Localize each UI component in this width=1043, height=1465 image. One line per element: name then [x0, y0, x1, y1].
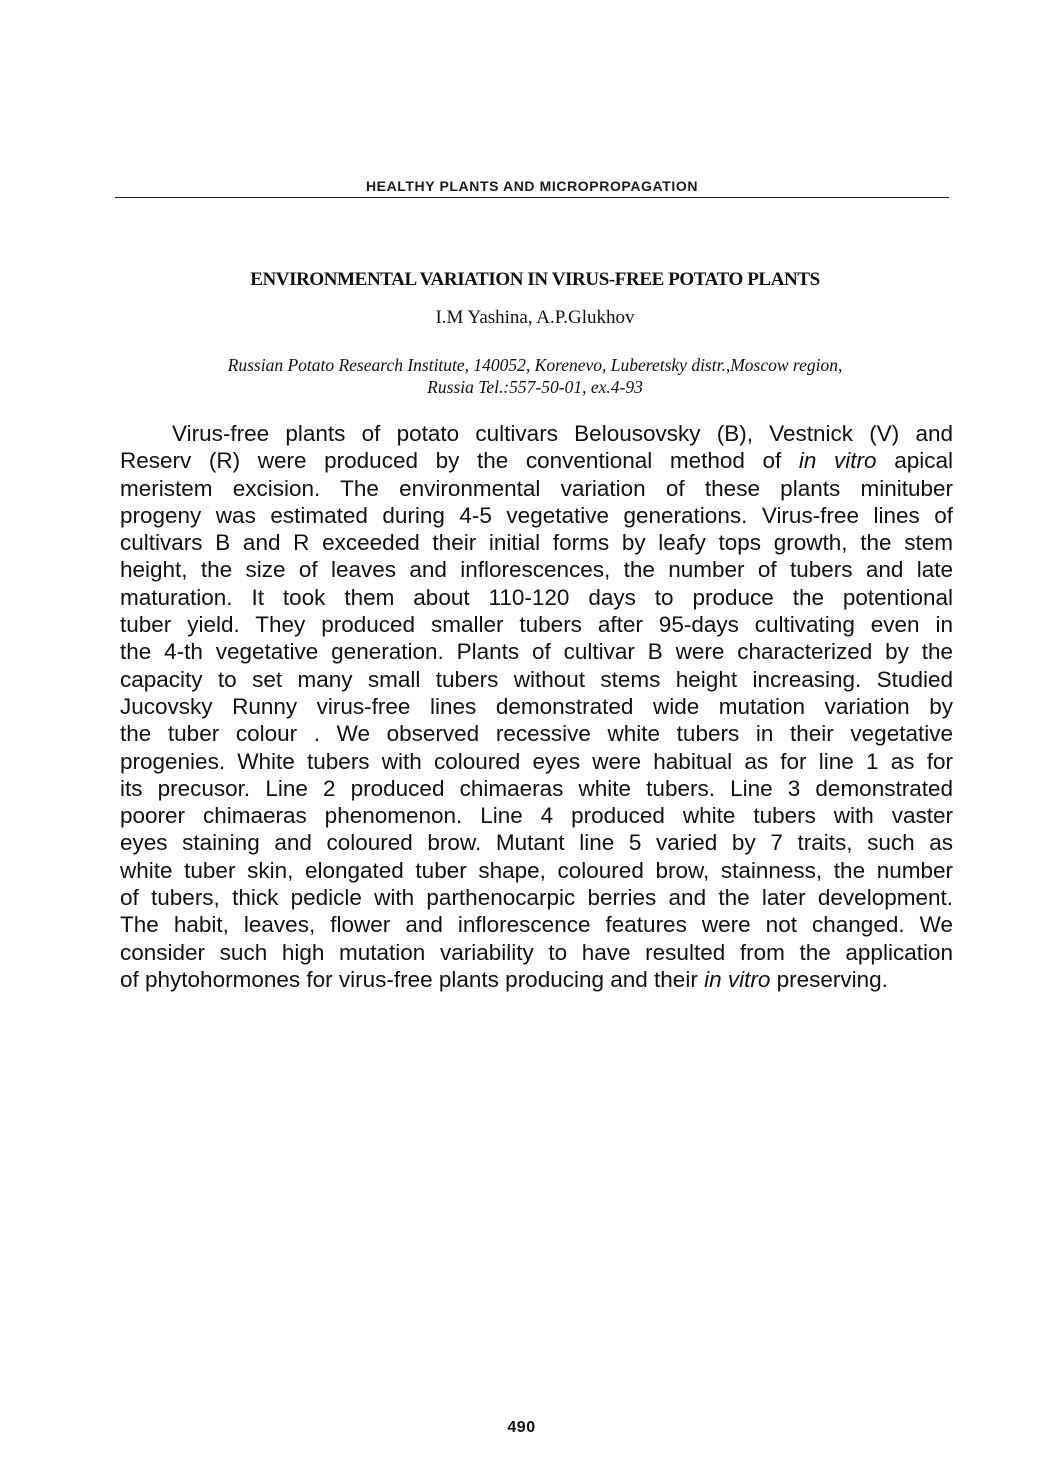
abstract-line: poorer chimaeras phenomenon. Line 4 produced white tubers with vaster: [120, 803, 953, 829]
abstract-line: its precusor. Line 2 produced chimaeras white tubers. Line 3 demonstrated: [120, 775, 953, 801]
abstract-line: progeny was estimated during 4-5 vegetative generations. Virus-free lines of: [120, 502, 953, 528]
page-number: 490: [507, 1419, 536, 1436]
affiliation-line-1: Russian Potato Research Institute, 140052, Korenevo, Luberetsky distr.,Moscow region,: [227, 355, 843, 375]
abstract-line: of tubers, thick pedicle with parthenocarpic berries and the later development.: [120, 885, 953, 911]
paper-title: ENVIRONMENTAL VARIATION IN VIRUS-FREE POTATO PLANTS: [250, 269, 820, 290]
abstract-line: Jucovsky Runny virus-free lines demonstrated wide mutation variation by: [120, 693, 953, 719]
abstract-line: capacity to set many small tubers without stems height increasing. Studied: [120, 666, 953, 692]
abstract-line: height, the size of leaves and inflorescences, the number of tubers and late: [120, 557, 953, 583]
abstract-line: eyes staining and coloured brow. Mutant line 5 varied by 7 traits, such as: [120, 830, 953, 856]
italic-term: in vitro: [798, 448, 877, 474]
authors: I.M Yashina, A.P.Glukhov: [435, 307, 635, 328]
text-run: Reserv (R) were produced by the conventional method of: [120, 448, 799, 474]
abstract-line: meristem excision. The environmental variation of these plants minituber: [120, 475, 953, 501]
abstract-line: [120, 447, 953, 474]
abstract-line: maturation. It took them about 110-120 days to produce the potentional: [120, 584, 953, 610]
running-head: HEALTHY PLANTS AND MICROPROPAGATION: [365, 178, 699, 194]
abstract-body: [120, 420, 953, 993]
text-run: preserving.: [770, 966, 888, 992]
abstract-line: the tuber colour . We observed recessive white tubers in their vegetative: [120, 721, 953, 747]
header-rule: [115, 197, 949, 198]
abstract-line: Virus-free plants of potato cultivars Belousovsky (B), Vestnick (V) and: [172, 421, 953, 446]
italic-term: in vitro: [704, 966, 771, 992]
abstract-line: the 4-th vegetative generation. Plants of cultivar B were characterized by the: [120, 639, 953, 665]
text-run: of phytohormones for virus-free plants producing and their: [120, 966, 705, 992]
abstract-line: progenies. White tubers with coloured eyes were habitual as for line 1 as for: [120, 748, 953, 774]
text-run: apical: [876, 448, 953, 474]
abstract-line: tuber yield. They produced smaller tubers after 95-days cultivating even in: [120, 612, 953, 638]
abstract-line: consider such high mutation variability to have resulted from the application: [120, 939, 953, 965]
affiliation-line-2: Russia Tel.:557-50-01, ex.4-93: [427, 377, 643, 397]
abstract-line: [120, 966, 953, 993]
abstract-line: cultivars B and R exceeded their initial forms by leafy tops growth, the stem: [120, 530, 953, 556]
abstract-line: The habit, leaves, flower and inflorescence features were not changed. We: [120, 912, 953, 938]
affiliation: [120, 354, 950, 398]
abstract-line: white tuber skin, elongated tuber shape, coloured brow, stainness, the number: [120, 857, 953, 883]
